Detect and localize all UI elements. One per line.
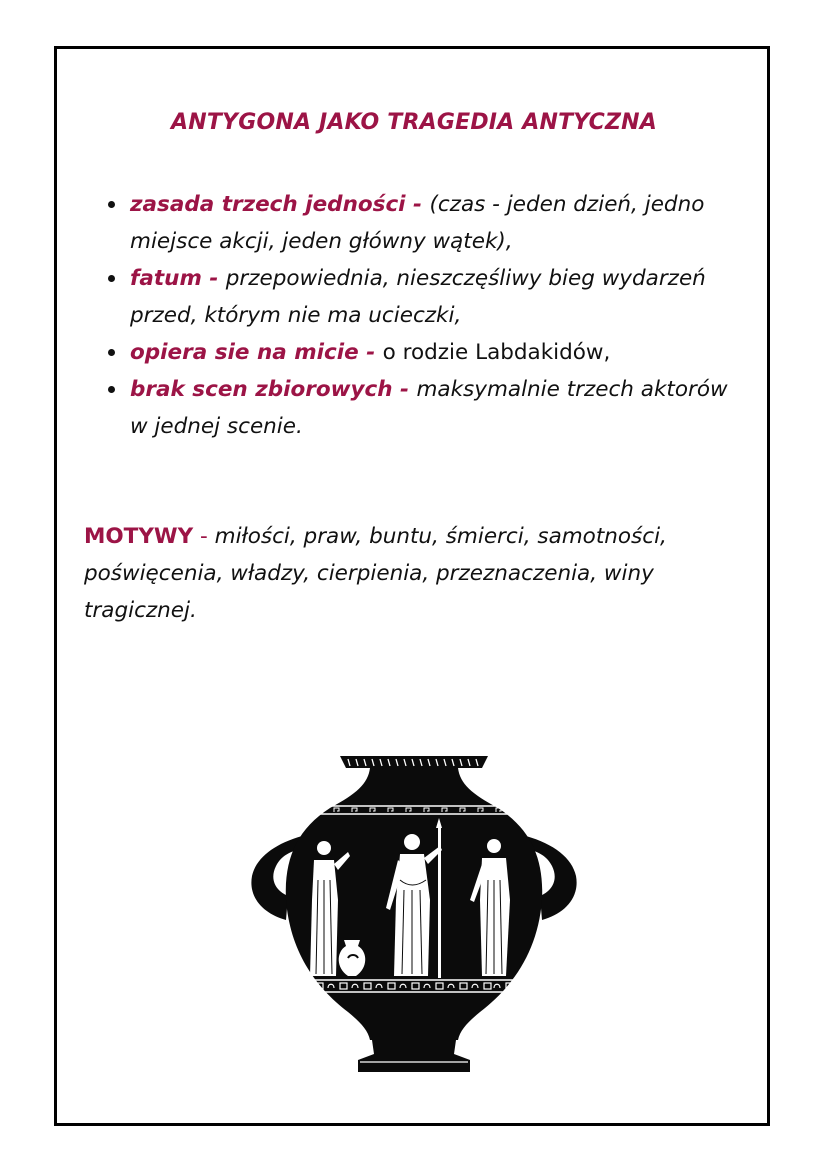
- page-title: ANTYGONA JAKO TRAGEDIA ANTYCZNA: [171, 110, 657, 135]
- greek-vase-image: [244, 750, 584, 1090]
- list-item-term: zasada trzech jedności -: [130, 192, 430, 217]
- list-item: [108, 334, 728, 371]
- list-item-text: o rodzie Labdakidów,: [382, 340, 611, 365]
- motives-paragraph: [84, 518, 744, 629]
- list-item-term: fatum -: [130, 266, 226, 291]
- list-item-term: brak scen zbiorowych -: [130, 377, 417, 402]
- motives-separator: -: [193, 524, 215, 549]
- list-item: [108, 371, 728, 445]
- list-item-text: (czas - jeden dzień, jedno miejsce akcji, jeden główny wątek),: [130, 192, 705, 254]
- list-item: [108, 260, 728, 334]
- list-item-term: opiera sie na micie -: [130, 340, 383, 365]
- list-item: [108, 186, 728, 260]
- motives-label: MOTYWY: [84, 524, 194, 549]
- list-item-text: przepowiednia, nieszczęśliwy bieg wydarzeń przed, którym nie ma ucieczki,: [130, 266, 706, 328]
- list-item-text: maksymalnie trzech aktorów w jednej scenie.: [130, 377, 728, 439]
- motives-text: miłości, praw, buntu, śmierci, samotności, poświęcenia, władzy, cierpienia, przeznaczenia, winy tragicznej.: [84, 524, 667, 623]
- features-list: [108, 186, 728, 445]
